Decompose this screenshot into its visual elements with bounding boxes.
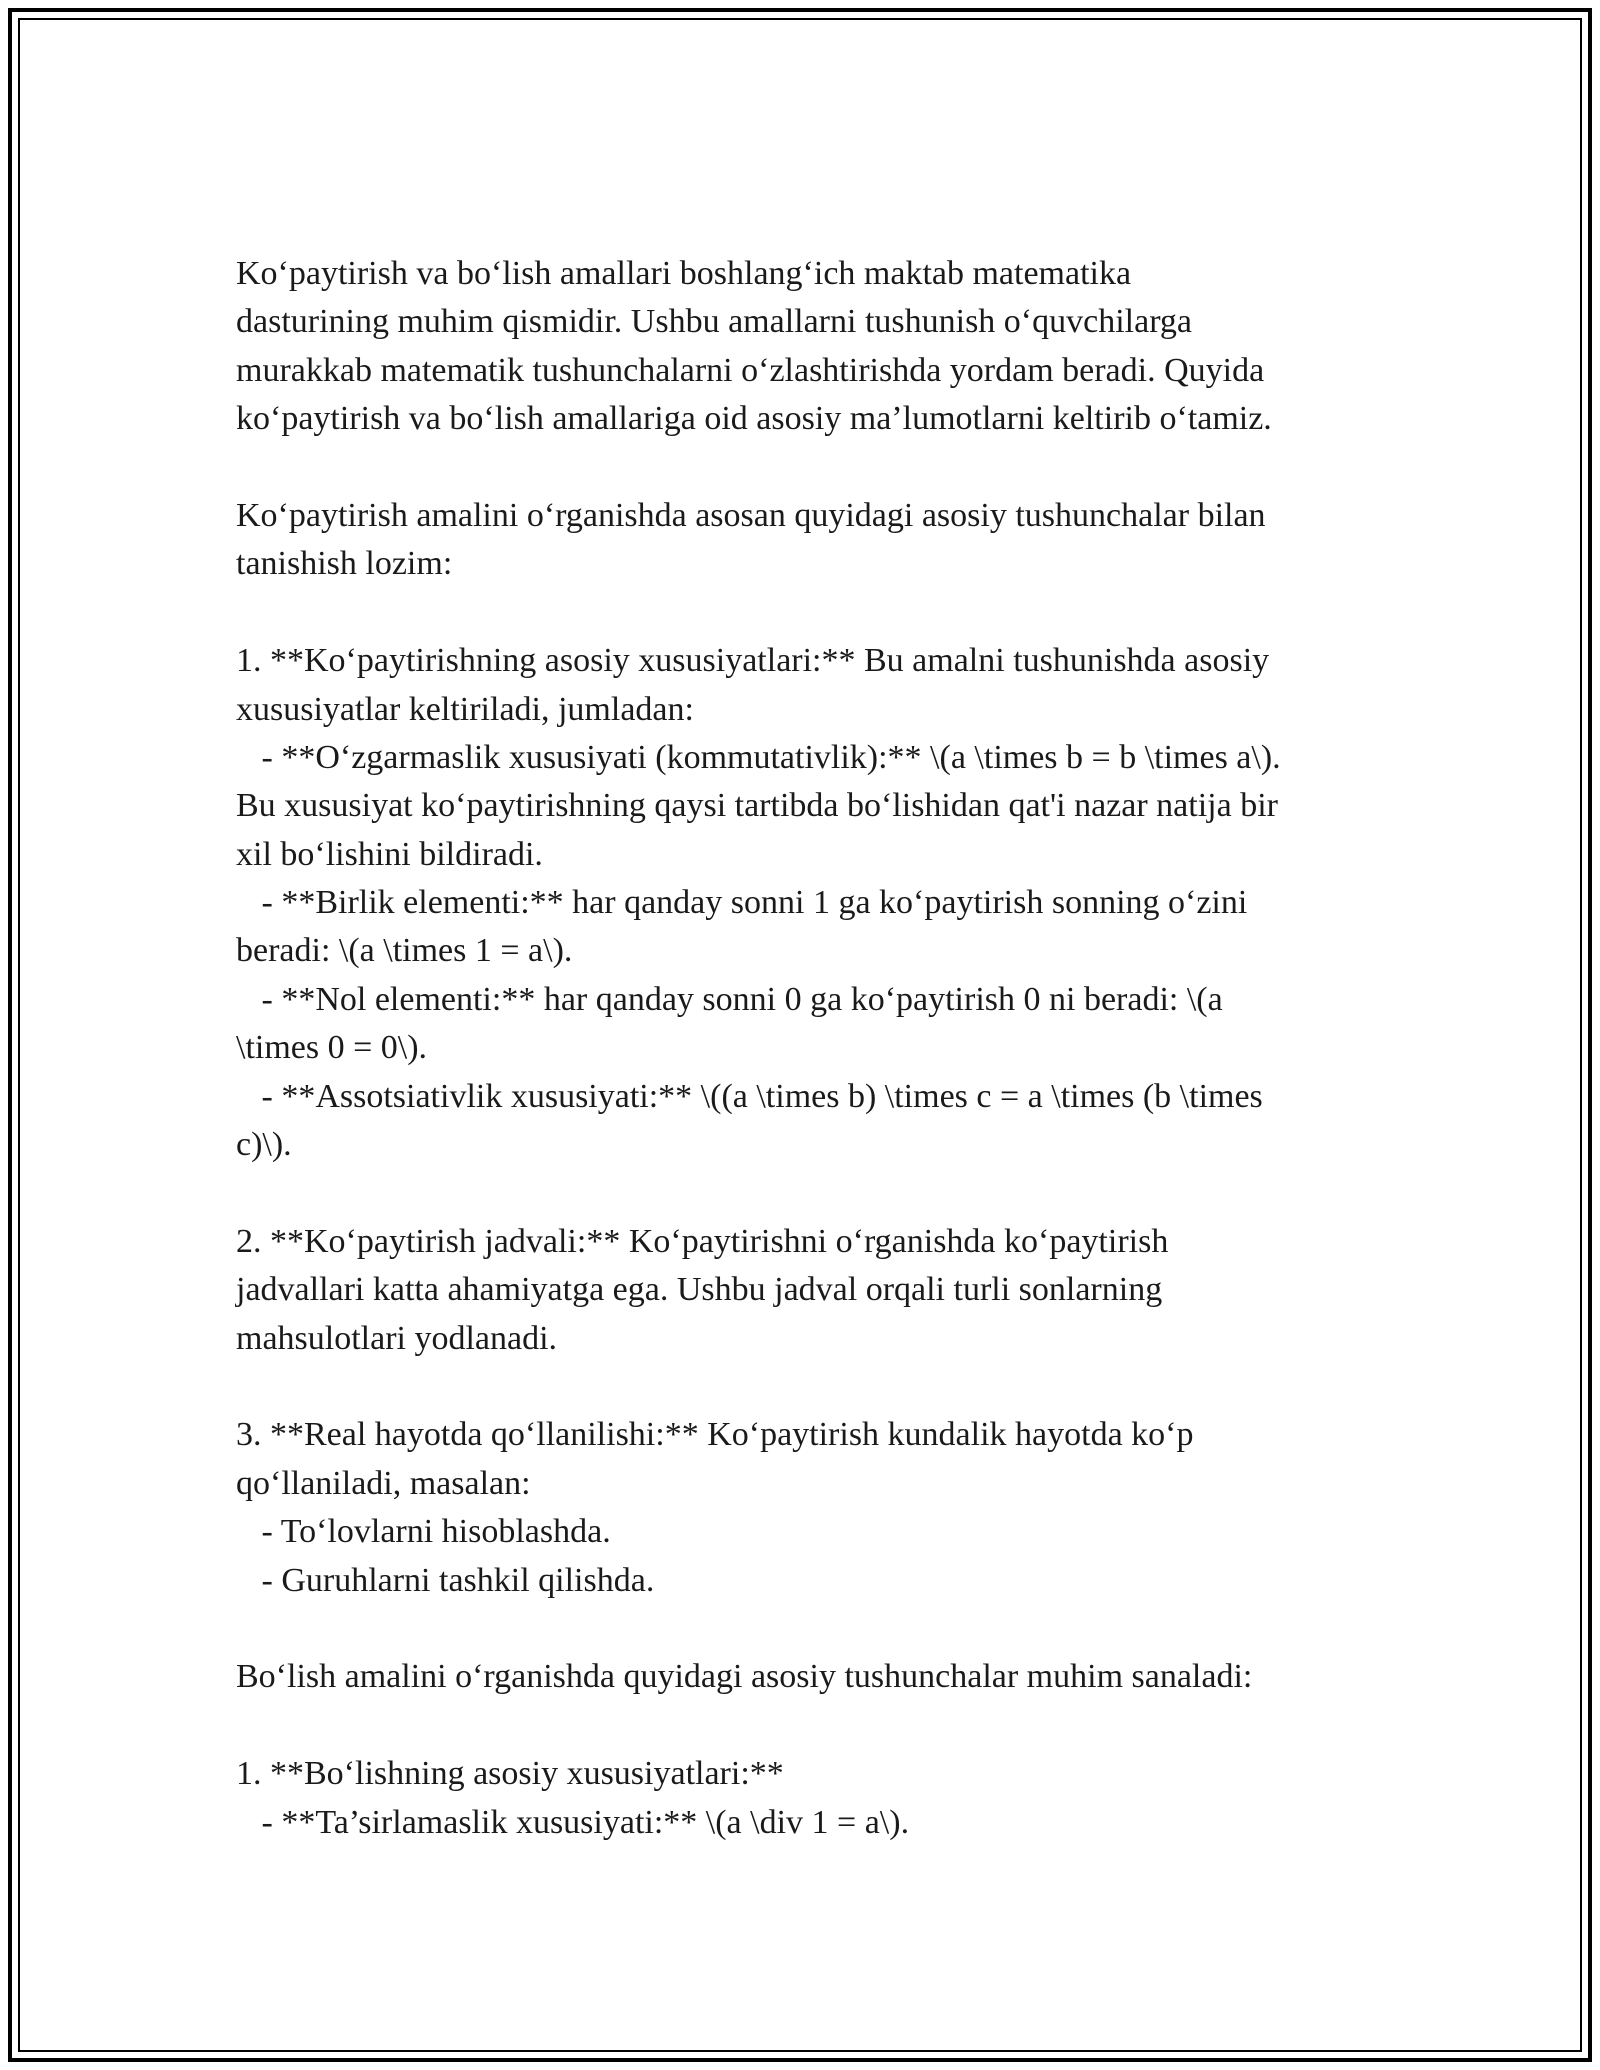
blank-line [236, 444, 1366, 492]
text-line: - **O‘zgarmaslik xususiyati (kommutativlik):** \(a \times b = b \times a\). [236, 738, 1281, 776]
text-line: mahsulotlari yodlanadi. [236, 1319, 558, 1357]
text-line: Bu xususiyat ko‘paytirishning qaysi tartibda bo‘lishidan qat'i nazar natija bir [236, 787, 1278, 825]
text-line: c)\). [236, 1126, 292, 1164]
text-line: 1. **Bo‘lishning asosiy xususiyatlari:** [236, 1755, 784, 1793]
text-line: xususiyatlar keltiriladi, jumladan: [236, 690, 694, 728]
text-line: dasturining muhim qismidir. Ushbu amallarni tushunish o‘quvchilarga [236, 303, 1193, 341]
text-line: beradi: \(a \times 1 = a\). [236, 932, 573, 970]
text-line: qo‘llaniladi, masalan: [236, 1464, 531, 1502]
text-line: tanishish lozim: [236, 545, 453, 583]
text-line: 1. **Ko‘paytirishning asosiy xususiyatlari:** Bu amalni tushunishda asosiy [236, 642, 1270, 680]
blank-line [236, 589, 1366, 637]
text-line: - **Ta’sirlamaslik xususiyati:** \(a \div 1 = a\). [236, 1803, 910, 1841]
text-line: jadvallari katta ahamiyatga ega. Ushbu jadval orqali turli sonlarning [236, 1271, 1163, 1309]
text-line: Ko‘paytirish va bo‘lish amallari boshlang‘ich maktab matematika [236, 255, 1132, 292]
text-line: - **Nol elementi:** har qanday sonni 0 ga ko‘paytirish 0 ni beradi: \(a [236, 980, 1223, 1018]
text-line: - To‘lovlarni hisoblashda. [236, 1513, 611, 1551]
text-line: - **Birlik elementi:** har qanday sonni 1 ga ko‘paytirish sonning o‘zini [236, 884, 1248, 922]
text-line: - Guruhlarni tashkil qilishda. [236, 1561, 655, 1599]
document-body [236, 250, 1366, 1847]
text-line: \times 0 = 0\). [236, 1029, 428, 1067]
text-line: murakkab matematik tushunchalarni o‘zlashtirishda yordam beradi. Quyida [236, 351, 1265, 389]
blank-line [236, 1702, 1366, 1750]
text-line: 3. **Real hayotda qo‘llanilishi:** Ko‘paytirish kundalik hayotda ko‘p [236, 1416, 1194, 1454]
blank-line [236, 1605, 1366, 1653]
blank-line [236, 1363, 1366, 1411]
text-line: xil bo‘lishini bildiradi. [236, 835, 543, 873]
text-line: Bo‘lish amalini o‘rganishda quyidagi asosiy tushunchalar muhim sanaladi: [236, 1658, 1253, 1696]
text-line: ko‘paytirish va bo‘lish amallariga oid asosiy ma’lumotlarni keltirib o‘tamiz. [236, 400, 1272, 438]
blank-line [236, 1169, 1366, 1217]
text-line: 2. **Ko‘paytirish jadvali:** Ko‘paytirishni o‘rganishda ko‘paytirish [236, 1222, 1169, 1260]
text-line: Ko‘paytirish amalini o‘rganishda asosan quyidagi asosiy tushunchalar bilan [236, 496, 1266, 534]
text-line: - **Assotsiativlik xususiyati:** \((a \times b) \times c = a \times (b \times [236, 1077, 1263, 1115]
